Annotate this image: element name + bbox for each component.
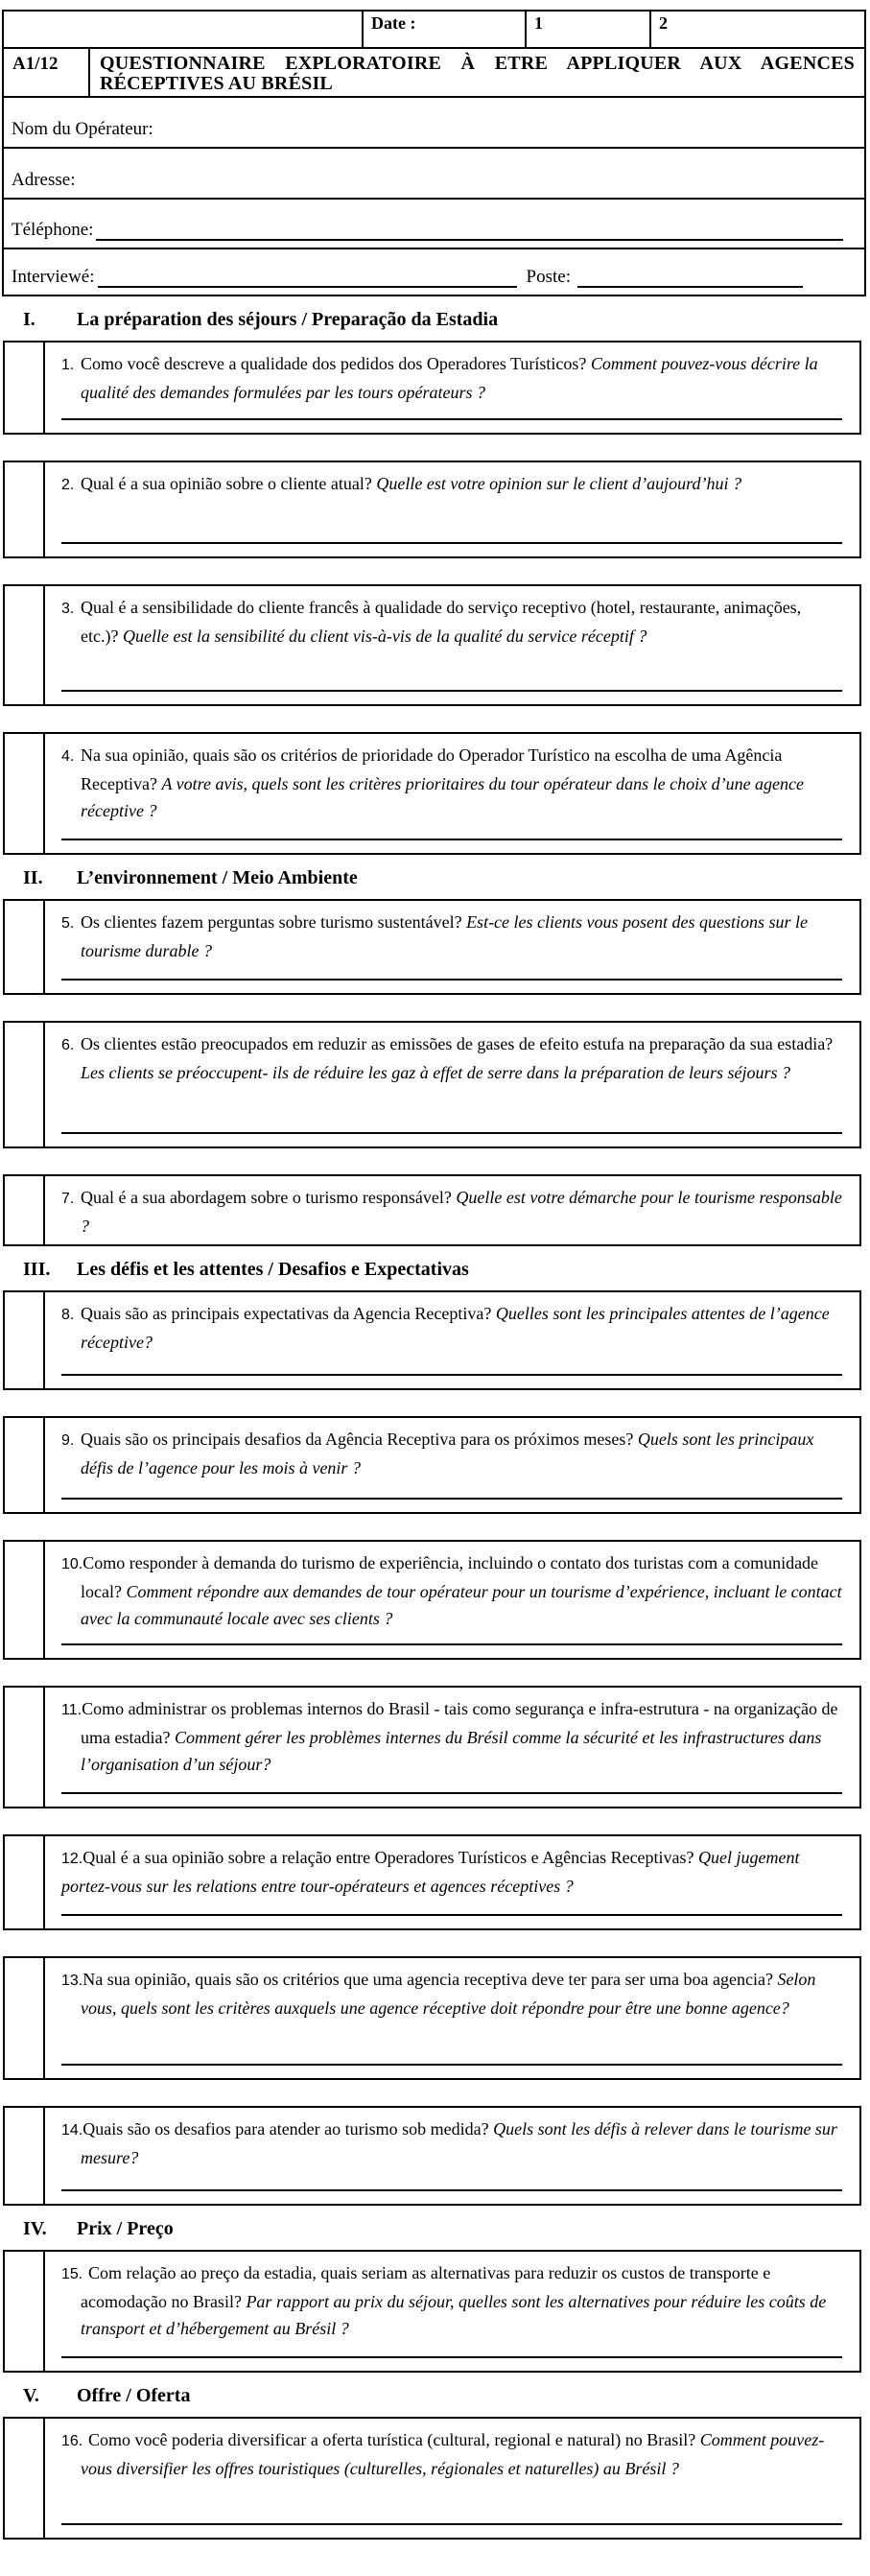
date-column-1[interactable]: 1 xyxy=(525,12,649,47)
question-number: 4. xyxy=(61,748,75,765)
answer-line[interactable] xyxy=(61,1132,842,1134)
question-number: 9. xyxy=(61,1432,75,1449)
question-number: 6. xyxy=(61,1037,75,1053)
question-code-cell xyxy=(5,343,45,433)
interviewee-row xyxy=(4,249,864,295)
section-numeral: II. xyxy=(23,867,43,888)
question-cell xyxy=(45,586,859,704)
question-number: 7. xyxy=(61,1191,75,1207)
question-number: 11. xyxy=(61,1702,82,1718)
phone-cell xyxy=(4,218,864,248)
question-box-7 xyxy=(3,1174,861,1246)
question-box-12 xyxy=(3,1834,861,1930)
header-table xyxy=(2,10,866,296)
question-code-cell xyxy=(5,1292,45,1388)
question-text-pt: Na sua opinião, quais são os critérios de prioridade do Operador Turístico na escolha de uma Agência Receptiva? xyxy=(81,745,783,793)
question-text-pt: Como administrar os problemas internos do Brasil - tais como segurança e infra-estrutura - na organização de uma estadia? xyxy=(81,1699,838,1747)
interviewee-input-line[interactable] xyxy=(98,267,517,288)
question-text xyxy=(61,1184,842,1240)
question-text-fr: Quels sont les défis à relever dans le tourisme sur mesure? xyxy=(81,2119,837,2167)
answer-line[interactable] xyxy=(61,1792,842,1794)
question-box-15 xyxy=(3,2250,861,2373)
question-text xyxy=(61,2259,842,2342)
question-cell xyxy=(45,1836,859,1928)
question-text-pt: Quais são os desafios para atender ao turismo sob medida? xyxy=(82,2119,489,2139)
answer-line[interactable] xyxy=(61,979,842,981)
question-text-fr: Les clients se préoccupent- ils de réduire les gaz à effet de serre dans la préparation de leurs séjours ? xyxy=(81,1063,791,1082)
question-text-fr: Quelle est la sensibilité du client vis-à-vis de la qualité du service réceptif ? xyxy=(122,626,647,646)
question-text-pt: Quais são as principais expectativas da Agencia Receptiva? xyxy=(81,1304,492,1323)
question-number: 16. xyxy=(61,2433,83,2449)
question-code-cell xyxy=(5,901,45,993)
question-text-pt: Os clientes estão preocupados em reduzir as emissões de gases de efeito estufa na preparação da sua estadia? xyxy=(81,1034,834,1053)
question-cell xyxy=(45,1688,859,1807)
answer-line[interactable] xyxy=(61,1498,842,1500)
question-cell xyxy=(45,2419,859,2538)
question-text-pt: Qual é a sua abordagem sobre o turismo responsável? xyxy=(81,1188,452,1207)
question-cell xyxy=(45,1176,859,1244)
section-heading-1 xyxy=(0,308,870,331)
question-text xyxy=(61,594,842,650)
question-box-14 xyxy=(3,2106,861,2206)
question-cell xyxy=(45,2108,859,2204)
question-text xyxy=(61,470,842,499)
question-text xyxy=(61,1695,842,1778)
question-cell xyxy=(45,1418,859,1512)
question-number: 1. xyxy=(61,357,75,373)
question-number: 8. xyxy=(61,1307,75,1323)
section-heading-3 xyxy=(0,1258,870,1281)
document-code: A1/12 xyxy=(12,54,59,74)
question-text-fr: Par rapport au prix du séjour, quelles sont les alternatives pour réduire les coûts de transport et d’hébergement au Brésil ? xyxy=(81,2292,827,2338)
question-box-4 xyxy=(3,732,861,855)
question-cell xyxy=(45,734,859,853)
question-code-cell xyxy=(5,2419,45,2538)
answer-line[interactable] xyxy=(61,1643,842,1645)
answer-line[interactable] xyxy=(61,2523,842,2525)
answer-line[interactable] xyxy=(61,418,842,420)
section-numeral: IV. xyxy=(23,2218,47,2239)
question-text-fr: Quelles sont les principales attentes de l’agence réceptive? xyxy=(81,1304,830,1352)
question-code-cell xyxy=(5,1418,45,1512)
question-box-16 xyxy=(3,2417,861,2540)
question-number: 15. xyxy=(61,2266,83,2282)
question-text xyxy=(61,1030,842,1086)
date-label: Date : xyxy=(362,12,525,47)
section-title: L’environnement / Meio Ambiente xyxy=(77,867,358,888)
date-empty-cell xyxy=(4,12,362,47)
question-code-cell xyxy=(5,2108,45,2204)
address-row xyxy=(4,149,864,200)
question-text-fr: Comment pouvez-vous diversifier les offres touristiques (culturelles, régionales et naturelles) au Brésil ? xyxy=(81,2430,825,2478)
question-text-pt: Qual é a sensibilidade do cliente francês à qualidade do serviço receptivo (hotel, restaurante, animações, etc.)? xyxy=(81,598,802,646)
question-text xyxy=(61,1426,842,1481)
question-cell xyxy=(45,343,859,433)
question-text-fr: Comment répondre aux demandes de tour opérateur pour un tourisme d’expérience, incluant le contact avec la communauté locale avec ses clients ? xyxy=(81,1582,842,1628)
question-text xyxy=(61,350,842,406)
question-text-fr: A votre avis, quels sont les critères prioritaires du tour opérateur dans le choix d’une agence réceptive ? xyxy=(81,774,805,820)
question-number: 3. xyxy=(61,601,75,617)
question-text xyxy=(61,909,842,964)
question-code-cell xyxy=(5,1958,45,2078)
section-heading-4 xyxy=(0,2217,870,2240)
question-box-3 xyxy=(3,584,861,706)
question-text-pt: Com relação ao preço da estadia, quais seriam as alternativas para reduzir os custos de transporte e acomodação no Brasil? xyxy=(81,2263,771,2311)
address-cell xyxy=(4,168,864,198)
position-input-line[interactable] xyxy=(577,267,803,288)
answer-line[interactable] xyxy=(61,2189,842,2191)
question-box-9 xyxy=(3,1416,861,1514)
section-title: Prix / Preço xyxy=(77,2218,174,2239)
question-number: 10. xyxy=(61,1556,83,1572)
question-text xyxy=(61,2115,842,2171)
question-text-fr: Quel jugement portez-vous sur les relations entre tour-opérateurs et agences réceptives ? xyxy=(61,1848,800,1896)
section-title: Les défis et les attentes / Desafios e Expectativas xyxy=(77,1259,469,1280)
section-heading-5 xyxy=(0,2384,870,2407)
question-text-pt: Como você poderia diversificar a oferta turística (cultural, regional e natural) no Brasil? xyxy=(88,2430,696,2449)
question-text-fr: Selon vous, quels sont les critères auxquels une agence réceptive doit répondre pour être une bonne agence? xyxy=(81,1970,816,2018)
phone-row xyxy=(4,200,864,249)
question-cell xyxy=(45,901,859,993)
title-row xyxy=(4,49,864,98)
question-text-pt: Qual é a sua opinião sobre a relação entre Operadores Turísticos e Agências Receptivas? xyxy=(82,1848,694,1867)
question-cell xyxy=(45,1958,859,2078)
answer-line[interactable] xyxy=(61,2064,842,2066)
section-heading-2 xyxy=(0,866,870,889)
question-text-pt: Na sua opinião, quais são os critérios que uma agencia receptiva deve ter para ser uma boa agencia? xyxy=(82,1970,773,1989)
section-title: Offre / Oferta xyxy=(77,2385,191,2406)
question-code-cell xyxy=(5,462,45,556)
answer-line[interactable] xyxy=(61,690,842,692)
question-text-fr: Est-ce les clients vous posent des questions sur le tourisme durable ? xyxy=(81,912,809,960)
question-text xyxy=(61,1300,842,1356)
question-box-2 xyxy=(3,461,861,558)
phone-input-line[interactable] xyxy=(96,220,843,241)
question-box-1 xyxy=(3,341,861,435)
question-box-11 xyxy=(3,1686,861,1808)
question-cell xyxy=(45,1023,859,1146)
question-text xyxy=(61,742,842,824)
answer-line[interactable] xyxy=(61,542,842,544)
answer-line[interactable] xyxy=(61,839,842,840)
question-text-pt: Quais são os principais desafios da Agência Receptiva para os próximos meses? xyxy=(81,1430,634,1449)
operator-cell xyxy=(4,117,864,147)
question-box-6 xyxy=(3,1021,861,1148)
question-number: 2. xyxy=(61,477,75,493)
question-cell xyxy=(45,462,859,556)
question-code-cell xyxy=(5,1836,45,1928)
section-title: La préparation des séjours / Preparação da Estadia xyxy=(77,309,499,330)
position-label: Poste: xyxy=(526,267,571,287)
question-text xyxy=(61,1966,842,2021)
question-text-pt: Como responder à demanda do turismo de experiência, incluindo o contato dos turistas com a comunidade local? xyxy=(81,1553,819,1601)
question-number: 5. xyxy=(61,915,75,932)
question-number: 14. xyxy=(61,2122,83,2139)
question-box-5 xyxy=(3,899,861,995)
question-code-cell xyxy=(5,586,45,704)
date-column-2[interactable]: 2 xyxy=(649,12,864,47)
interviewee-cell xyxy=(4,265,864,295)
section-numeral: V. xyxy=(23,2385,39,2406)
operator-row xyxy=(4,98,864,149)
answer-line[interactable] xyxy=(61,2356,842,2358)
question-text-fr: Comment gérer les problèmes internes du Brésil comme la sécurité et les infrastructures dans l’organisation d’un séjour? xyxy=(81,1728,822,1774)
document-title: QUESTIONNAIRE EXPLORATOIRE À ETRE APPLIQUER AUX AGENCES RÉCEPTIVES AU BRÉSIL xyxy=(88,49,864,96)
question-text xyxy=(61,2426,842,2482)
question-code-cell xyxy=(5,1542,45,1658)
question-text-fr: Quels sont les principaux défis de l’agence pour les mois à venir ? xyxy=(81,1430,814,1477)
question-text xyxy=(61,1844,842,1900)
question-number: 13. xyxy=(61,1973,83,1989)
question-text-pt: Qual é a sua opinião sobre o cliente atual? xyxy=(81,474,372,493)
question-code-cell xyxy=(5,2252,45,2371)
question-text-fr: Quelle est votre démarche pour le tourisme responsable ? xyxy=(81,1188,842,1236)
answer-line[interactable] xyxy=(61,1914,842,1916)
question-cell xyxy=(45,1292,859,1388)
question-code-cell xyxy=(5,1176,45,1244)
question-code-cell xyxy=(5,734,45,853)
question-text xyxy=(61,1549,842,1632)
section-numeral: III. xyxy=(23,1259,51,1280)
question-box-10 xyxy=(3,1540,861,1660)
section-numeral: I. xyxy=(23,309,35,330)
question-text-fr: Quelle est votre opinion sur le client d’aujourd’hui ? xyxy=(376,474,741,493)
operator-label: Nom du Opérateur: xyxy=(12,119,153,139)
question-code-cell xyxy=(5,1688,45,1807)
question-code-cell xyxy=(5,1023,45,1146)
address-label: Adresse: xyxy=(12,170,76,190)
question-number: 12. xyxy=(61,1851,83,1867)
question-text-fr: Comment pouvez-vous décrire la qualité des demandes formulées par les tours opérateurs ? xyxy=(81,354,818,402)
date-row xyxy=(4,12,864,49)
question-box-8 xyxy=(3,1290,861,1390)
question-text-pt: Os clientes fazem perguntas sobre turismo sustentável? xyxy=(81,912,462,932)
question-text-pt: Como você descreve a qualidade dos pedidos dos Operadores Turísticos? xyxy=(81,354,587,373)
question-cell xyxy=(45,1542,859,1658)
phone-label: Téléphone: xyxy=(12,220,94,240)
question-cell xyxy=(45,2252,859,2371)
question-box-13 xyxy=(3,1956,861,2080)
answer-line[interactable] xyxy=(61,1374,842,1376)
interviewee-label: Interviewé: xyxy=(12,267,95,287)
